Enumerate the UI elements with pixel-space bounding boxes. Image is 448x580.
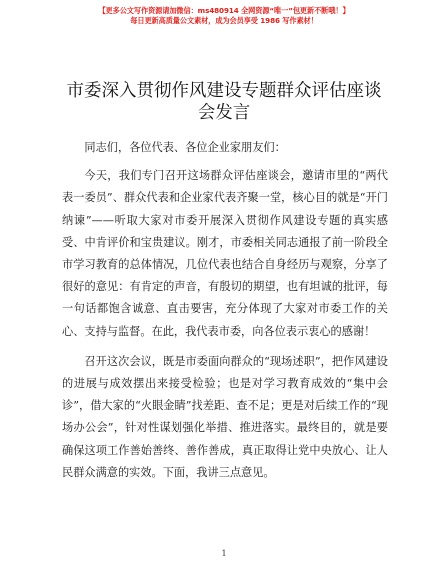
document-body [62,137,388,492]
promo-banner [0,6,448,26]
salutation: 同志们，各位代表、各位企业家朋友们： [84,141,286,154]
document-title: 市委深入贯彻作风建设专题群众评估座谈会发言 [66,81,382,123]
body-paragraph-1: 今天，我们专门召开这场群众评估座谈会，邀请市里的“两代表一委员”、群众代表和企业家代表齐聚一堂，核心目的就是“开门纳谏”——听取大家对市委开展深入贯彻作风建设专题的真实感受、中肯评价和宝贵建议。刚才，市委相关同志通报了前一阶段全市学习教育的总体情况，几位代表也结合自身经历与观察，分享了很好的意见：有肯定的声音，有殷切的期望，也有坦诚的批评，每一句话都饱含诚意、直击要害，充分体现了大家对市委工作的关心、支持与监督。在此，我代表市委，向各位表示衷心的感谢！ [62,169,388,338]
promo-banner-line2: 每日更新高质量公文素材，成为会员享受 1986 写作素材！ [130,16,318,25]
page-number: 1 [221,549,227,558]
body-paragraph-2: 召开这次会议，既是市委面向群众的“现场述职”，把作风建设的进展与成效摆出来接受检验；也是对学习教育成效的“集中会诊”，借大家的“火眼金睛”找差距、查不足；更是对后续工作的“现场办公会”，针对性谋划强化举措、推进落实。最终目的，就是要确保这项工作善始善终、善作善成，真正取得让党中央放心、让人民群众满意的实效。下面，我讲三点意见。 [62,354,388,479]
promo-banner-line1: 【更多公文写作资源请加微信：ms480914 全网资源“唯一”包更新不断哦！】 [98,6,350,15]
